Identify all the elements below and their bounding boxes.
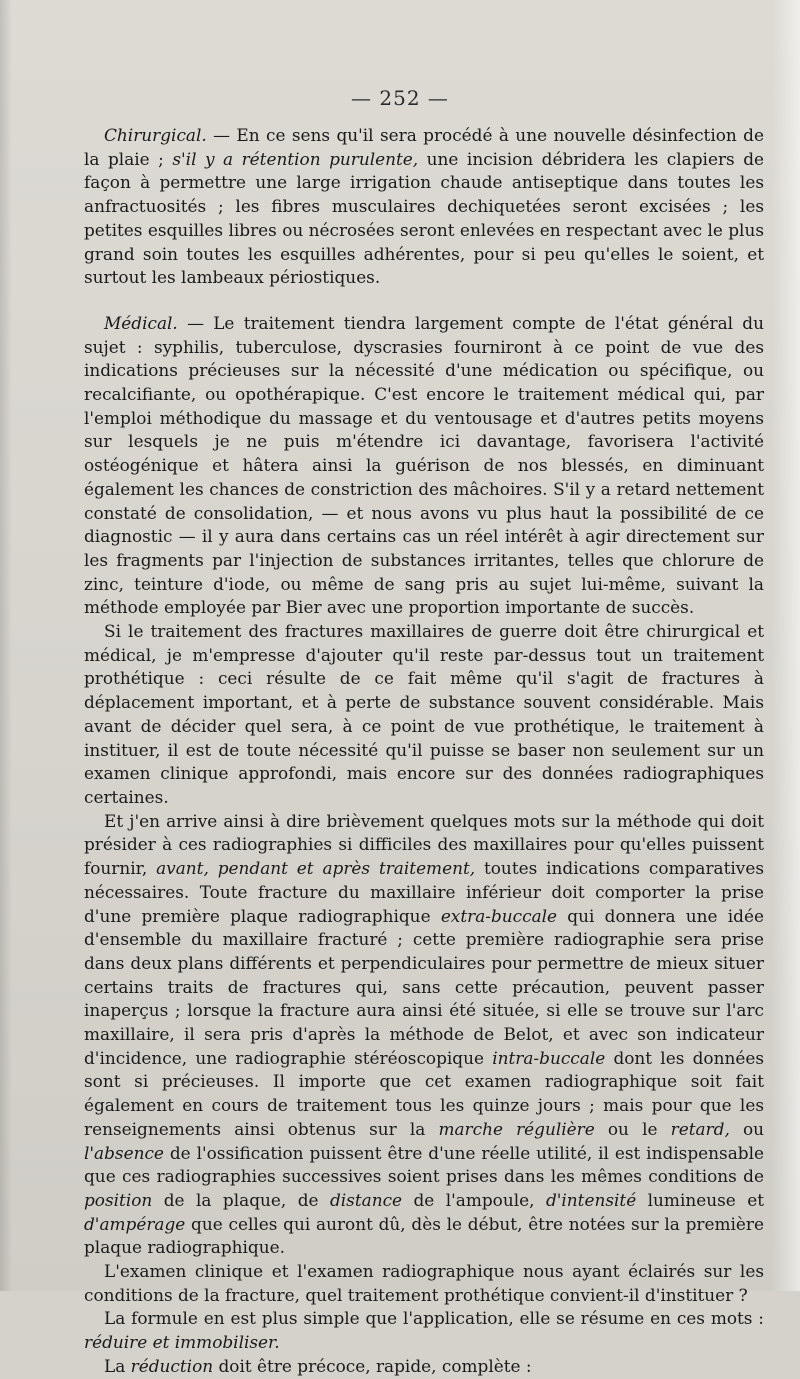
italic-run: Médical. — [104, 312, 178, 333]
text-run: Et j'en arrive ainsi à dire brièvement quelques mots sur la méthode qui doit présider à ces radiographies si difficiles des maxillaires pour qu'elles puissent fournir, — [84, 810, 764, 879]
text-run: — En ce sens qu'il sera procédé à une nouvelle désinfection de la plaie ; — [84, 125, 764, 169]
text-run: — Le traitement tiendra largement compte de l'état général du sujet : syphilis, tuberculose, dyscrasies fourniront à ce point de vue des indications précieuses sur la nécessité d'une médication ou spécifique, ou recalcifiante, ou opothérapique. C'est encore le traitement médical qui, par l'emploi méthodique du massage et du ventousage et d'autres petits moyens sur lesquels je ne puis m'étendre ici davantage, favorisera l'activité ostéogénique et hâtera ainsi la guérison de nos blessés, en diminuant également les chances de constriction des mâchoires. S'il y a retard nettement constaté de consolidation, — et nous avons vu plus haut la possibilité de ce diagnostic — il y aura dans certains cas un réel intérêt à agir directement sur les fragments par l'injection de substances irritantes, telles que chlorure de zinc, teinture d'iode, ou même de sang pris au sujet lui-même, suivant la méthode employée par Bier avec une proportion importante de succès. — [84, 312, 764, 618]
paragraph-reduction — [84, 1355, 764, 1379]
text-run: de l'ampoule, — [402, 1189, 546, 1210]
italic-run: intra-buccale — [492, 1047, 606, 1068]
italic-run: s'il y a rétention purulente, — [172, 148, 419, 169]
text-run: La — [104, 1355, 131, 1376]
italic-run: d'ampérage — [84, 1213, 186, 1234]
page-number: — 252 — — [351, 86, 449, 110]
italic-run: position — [84, 1189, 153, 1210]
text-run: ou le — [594, 1118, 671, 1139]
italic-run: marche régulière — [438, 1118, 595, 1139]
italic-run: d'intensité — [545, 1189, 637, 1210]
italic-run: réduire et immobiliser. — [84, 1332, 280, 1353]
paragraph-medical — [84, 312, 764, 620]
italic-run: distance — [329, 1189, 403, 1210]
text-run: dont les données sont si précieuses. Il importe que cet examen radiographique soit fait également en cours de traitement tous les quinze jours ; mais pour que les renseignements ainsi obtenus sur la — [84, 1047, 764, 1139]
italic-run: extra-buccale — [440, 905, 558, 926]
italic-run: avant, pendant et après traitement, — [156, 858, 476, 879]
paragraph-examen-clinique — [84, 1260, 764, 1307]
text-run: que celles qui auront dû, dès le début, être notées sur la première plaque radiographique. — [84, 1213, 764, 1258]
text-run: de la plaque, de — [152, 1189, 330, 1210]
body-text — [84, 124, 764, 1379]
text-run: toutes indications comparatives nécessaires. Toute fracture du maxillaire inférieur doit comporter la prise d'une première plaque radiographique — [84, 858, 764, 926]
italic-run: réduction — [130, 1355, 214, 1376]
italic-run: retard, — [670, 1118, 730, 1139]
italic-run: Chirurgical. — [104, 125, 207, 145]
text-run: de l'ossification puissent être d'une réelle utilité, il est indispensable que ces radiographies successives soient prises dans les mêmes conditions de — [84, 1142, 764, 1187]
text-run: ou — [729, 1118, 765, 1139]
paragraph-chirurgical — [84, 124, 764, 290]
text-run: qui donnera une idée d'ensemble du maxillaire fracturé ; cette première radiographie sera prise dans deux plans différents et perpendiculaires pour permettre de mieux situer certains traits de fractures qui, sans cette précaution, peuvent passer inaperçus ; lorsque la fracture aura ainsi été située, si elle se trouve sur l'arc maxillaire, il sera pris d'après la méthode de Belot, et avec son indicateur d'incidence, une radiographie stéréoscopique — [84, 905, 764, 1068]
paragraph-radiographies — [84, 810, 764, 1260]
text-run: une incision débridera les clapiers de façon à permettre une large irrigation chaude antiseptique dans toutes les anfractuosités ; les fibres musculaires dechiquetées seront excisées ; les petites esquilles libres ou nécrosées seront enlevées en respectant avec le plus grand soin toutes les esquilles adhérentes, pour si peu qu'elles le soient, et surtout les lambeaux périostiques. — [84, 148, 764, 288]
paragraph-traitement-prothetique — [84, 620, 764, 810]
text-run: L'examen clinique et l'examen radiographique nous ayant éclairés sur les conditions de la fracture, quel traitement prothétique convient-il d'instituer ? — [84, 1261, 764, 1305]
text-run: lumineuse et — [636, 1189, 764, 1210]
text-run: doit être précoce, rapide, complète : — [213, 1355, 532, 1376]
italic-run: l'absence — [84, 1142, 164, 1163]
text-run: Si le traitement des fractures maxillaires de guerre doit être chirurgical et médical, je m'empresse d'ajouter qu'il reste par-dessus tout un traitement prothétique : ceci résulte de ce fait même qu'il s'agit de fractures à déplacement important, et à perte de substance souvent considérable. Mais avant de décider quel sera, à ce point de vue prothétique, le traitement à instituer, il est de toute nécessité qu'il puisse se baser non seulement sur un examen clinique approfondi, mais encore sur des données radiographiques certaines. — [84, 621, 764, 807]
text-run: La formule en est plus simple que l'application, elle se résume en ces mots : — [104, 1308, 764, 1329]
paragraph-formule — [84, 1307, 764, 1354]
